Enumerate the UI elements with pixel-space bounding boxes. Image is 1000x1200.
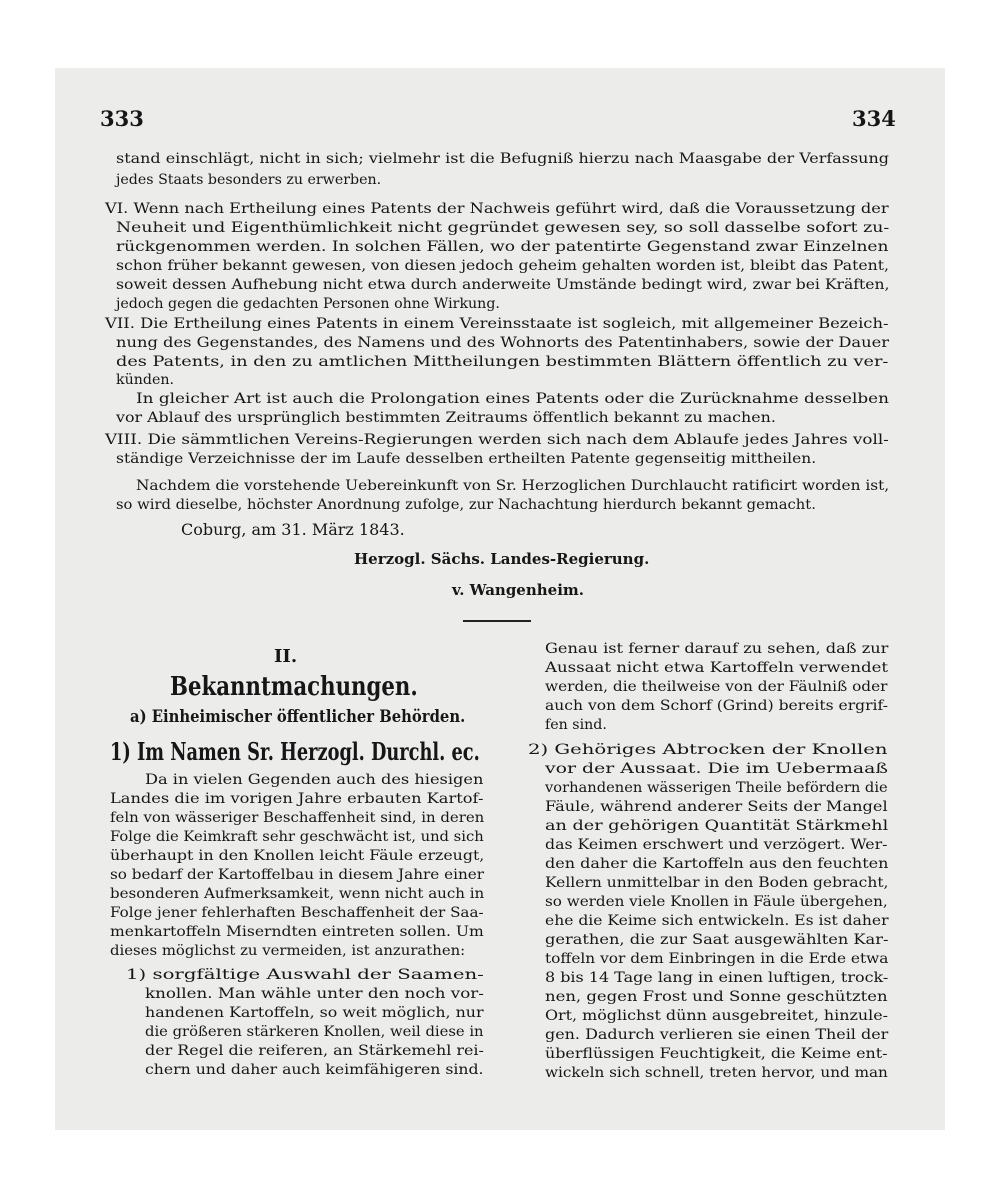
- text-line: Aussaat nicht etwa Kartoffeln verwendet: [545, 660, 889, 676]
- text-line: Nachdem die vorstehende Uebereinkunft von Sr. Herzoglichen Durchlaucht ratificirt worden ist,: [136, 478, 890, 494]
- text-line: knollen. Man wähle unter den noch vor-: [145, 986, 484, 1002]
- text-line: Kellern unmittelbar in den Boden gebracht,: [545, 875, 889, 891]
- text-line: 1) sorgfältige Auswahl der Saamen-: [126, 967, 484, 983]
- date-line: Coburg, am 31. März 1843.: [181, 520, 405, 539]
- text-line: künden.: [116, 372, 174, 388]
- text-line: Folge jener fehlerhaften Beschaffenheit der Saa-: [110, 905, 484, 921]
- text-line: Da in vielen Gegenden auch des hiesigen: [145, 772, 484, 788]
- text-line: überflüssigen Feuchtigkeit, die Keime ent-: [545, 1046, 888, 1062]
- text-line: In gleicher Art ist auch die Prolongation eines Patents oder die Zurücknahme desselben: [136, 391, 889, 407]
- section-divider: [463, 620, 531, 622]
- text-line: schon früher bekannt gewesen, von diesen jedoch geheim gehalten worden ist, bleibt das Patent,: [116, 258, 889, 274]
- issuing-authority: Herzogl. Sächs. Landes-Regierung.: [354, 550, 650, 568]
- text-line: so werden viele Knollen in Fäule übergehen,: [545, 894, 888, 910]
- text-line: VII. Die Ertheilung eines Patents in einem Vereinsstaate ist sogleich, mit allgemeiner Bezeich-: [105, 316, 889, 332]
- text-line: die größeren stärkeren Knollen, weil diese in: [145, 1024, 484, 1040]
- text-line: VI. Wenn nach Ertheilung eines Patents der Nachweis geführt wird, daß die Voraussetzung der: [105, 201, 889, 217]
- text-line: gen. Dadurch verlieren sie einen Theil der: [545, 1027, 889, 1043]
- text-line: jedes Staats besonders zu erwerben.: [116, 172, 382, 188]
- page-number-right: 334: [852, 106, 896, 131]
- text-line: Neuheit und Eigenthümlichkeit nicht gegründet gewesen sey, so soll dasselbe sofort zu-: [116, 220, 890, 236]
- text-line: toffeln vor dem Einbringen in die Erde etwa: [545, 951, 889, 967]
- text-line: Landes die im vorigen Jahre erbauten Kartof-: [110, 791, 484, 807]
- text-line: handenen Kartoffeln, so weit möglich, nur: [145, 1005, 484, 1021]
- text-line: vor der Aussaat. Die im Uebermaaß: [545, 761, 888, 777]
- text-line: wickeln sich schnell, treten hervor, und man: [545, 1065, 888, 1081]
- text-line: VIII. Die sämmtlichen Vereins-Regierungen werden sich nach dem Ablaufe jedes Jahres voll-: [105, 432, 889, 448]
- text-line: fen sind.: [545, 717, 607, 733]
- text-line: 8 bis 14 Tage lang in einen luftigen, trock-: [545, 970, 889, 986]
- item-heading: 1) Im Namen Sr. Herzogl. Durchl. ec.: [110, 737, 480, 766]
- text-line: vorhandenen wässerigen Theile befördern die: [545, 780, 888, 796]
- text-line: Ort, möglichst dünn ausgebreitet, hinzule-: [545, 1008, 888, 1024]
- text-line: vor Ablauf des ursprünglich bestimmten Zeitraums öffentlich bekannt zu machen.: [116, 410, 776, 426]
- text-line: soweit dessen Aufhebung nicht etwa durch anderweite Umstände bedingt wird, zwar bei Kräften,: [116, 277, 890, 293]
- text-line: des Patents, in den zu amtlichen Mittheilungen bestimmten Blättern öffentlich zu ver-: [116, 354, 889, 370]
- text-line: ständige Verzeichnisse der im Laufe desselben ertheilten Patente gegenseitig mittheilen.: [116, 451, 817, 467]
- text-line: dieses möglichst zu vermeiden, ist anzurathen:: [110, 943, 466, 959]
- section-number: II.: [274, 646, 298, 667]
- text-line: Folge die Keimkraft sehr geschwächt ist, und sich: [110, 829, 484, 845]
- text-line: 2) Gehöriges Abtrocken der Knollen: [528, 742, 888, 758]
- text-line: der Regel die reiferen, an Stärkemehl rei-: [145, 1043, 484, 1059]
- text-line: chern und daher auch keimfähigeren sind.: [145, 1062, 484, 1078]
- text-line: an der gehörigen Quantität Stärkmehl: [545, 818, 889, 834]
- text-line: nung des Gegenstandes, des Namens und des Wohnorts des Patentinhabers, sowie der Dauer: [116, 335, 890, 351]
- subsection-title: a) Einheimischer öffentlicher Behörden.: [130, 707, 466, 727]
- text-line: gerathen, die zur Saat ausgewählten Kar-: [545, 932, 889, 948]
- text-line: jedoch gegen die gedachten Personen ohne Wirkung.: [116, 296, 500, 312]
- text-line: nen, gegen Frost und Sonne geschützten: [545, 989, 888, 1005]
- text-line: besonderen Aufmerksamkeit, wenn nicht auch in: [110, 886, 485, 902]
- text-line: auch von dem Schorf (Grind) bereits ergrif-: [545, 698, 888, 714]
- text-line: stand einschlägt, nicht in sich; vielmehr ist die Befugniß hierzu nach Maasgabe der Verfassung: [116, 151, 889, 167]
- signature: v. Wangenheim.: [452, 581, 584, 599]
- text-line: Fäule, während anderer Seits der Mangel: [545, 799, 888, 815]
- section-title: Bekanntmachungen.: [170, 672, 418, 702]
- text-line: rückgenommen werden. In solchen Fällen, wo der patentirte Gegenstand zwar Einzelnen: [116, 239, 889, 255]
- text-line: überhaupt in den Knollen leicht Fäule erzeugt,: [110, 848, 485, 864]
- text-line: so wird dieselbe, höchster Anordnung zufolge, zur Nachachtung hierdurch bekannt gemacht.: [116, 497, 816, 513]
- text-line: das Keimen erschwert und verzögert. Wer-: [545, 837, 888, 853]
- text-line: ehe die Keime sich entwickeln. Es ist daher: [545, 913, 889, 929]
- text-line: Genau ist ferner darauf zu sehen, daß zur: [545, 641, 889, 657]
- page-number-left: 333: [100, 106, 144, 131]
- text-line: feln von wässeriger Beschaffenheit sind, in deren: [110, 810, 485, 826]
- text-line: den daher die Kartoffeln aus den feuchten: [545, 856, 889, 872]
- text-line: menkartoffeln Miserndten eintreten sollen. Um: [110, 924, 484, 940]
- text-line: so bedarf der Kartoffelbau in diesem Jahre einer: [110, 867, 485, 883]
- text-line: werden, die theilweise von der Fäulniß oder: [545, 679, 888, 695]
